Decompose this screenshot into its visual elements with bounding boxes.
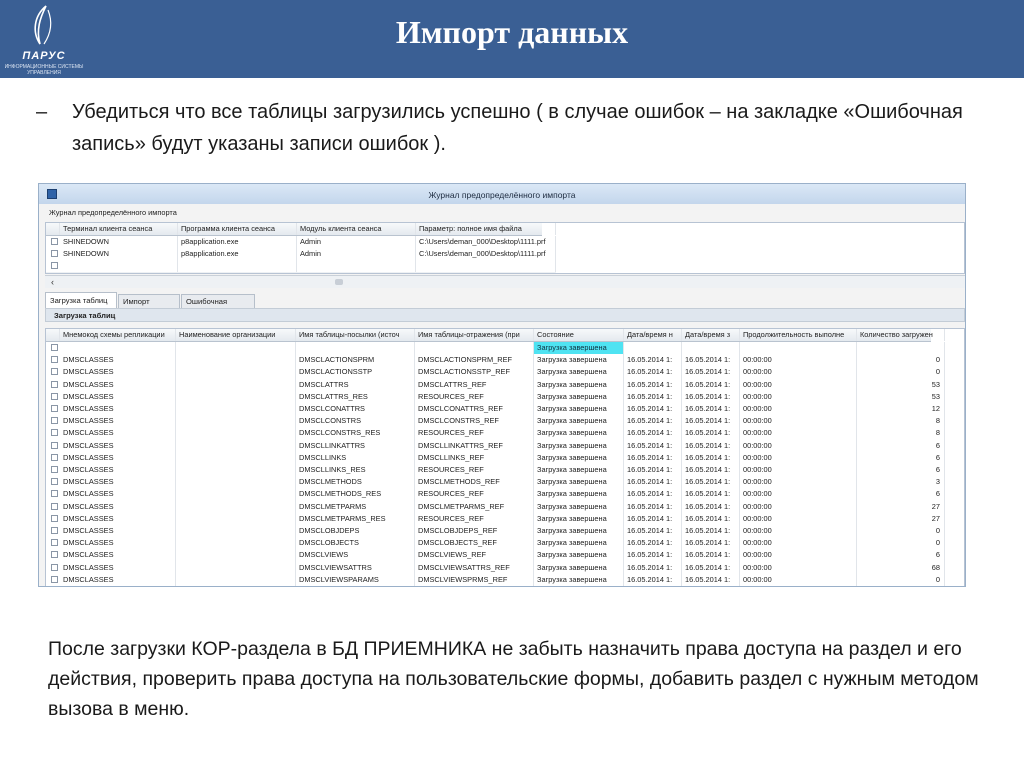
table-row[interactable] [46,488,945,501]
table-cell: 27 [857,501,945,513]
table-cell: DMSCLACTIONSPRM_REF [415,354,534,366]
table-cell [176,464,296,476]
table-cell: DMSCLLINKS_REF [415,452,534,464]
table-cell: 16.05.2014 1: [682,513,740,525]
table-cell: 00:00:00 [740,379,857,391]
table-row[interactable] [46,562,945,575]
table-cell [176,342,296,354]
table-cell [176,574,296,586]
horizontal-scrollbar[interactable] [45,275,965,288]
table-cell: 00:00:00 [740,562,857,574]
table-cell: 16.05.2014 1: [624,476,682,488]
table-cell: C:\Users\deman_000\Desktop\1111.prf [416,260,556,272]
table-cell: 16.05.2014 1: [682,501,740,513]
row-checkbox[interactable] [51,344,58,351]
table-cell: 6 [857,440,945,452]
note-text: После загрузки КОР-раздела в БД ПРИЕМНИКА не забыть назначить права доступа на раздел и его действия, проверить права доступа на пользовательские формы, добавить раздел с нужным методом вызова в меню. [48,638,979,720]
table-cell: DMSCLVIEWS [296,549,415,561]
table-cell: DMSCLVIEWSATTRS_REF [415,562,534,574]
table-cell: DMSCLATTRS [296,379,415,391]
table-cell: Загрузка завершена [534,476,624,488]
table-cell: p8application.exe [178,236,297,248]
row-checkbox[interactable] [51,238,58,245]
table-cell [176,440,296,452]
table-cell: 00:00:00 [740,452,857,464]
table-cell: DMSCLCONSTRS [296,415,415,427]
table-cell: 0 [857,537,945,549]
page-title: Импорт данных [395,14,629,50]
table-cell: 16.05.2014 1: [682,403,740,415]
column-header[interactable]: Состояние [534,329,624,341]
table-cell [176,427,296,439]
row-checkbox[interactable] [51,417,58,424]
row-checkbox[interactable] [51,454,58,461]
row-checkbox[interactable] [51,564,58,571]
table-cell: DMSCLASSES [60,464,176,476]
table-row[interactable] [46,476,945,489]
table-cell: 16.05.2014 1: [624,562,682,574]
table-cell [176,513,296,525]
table-cell: DMSCLCONATTRS_REF [415,403,534,415]
table-cell: DMSCLCONSTRS_RES [296,427,415,439]
table-cell: C:\Users\deman_000\Desktop\1111.prf [416,236,556,248]
row-checkbox[interactable] [51,576,58,583]
table-cell: 16.05.2014 1: [682,354,740,366]
column-header[interactable]: Дата/время н [624,329,682,341]
table-cell: Загрузка завершена [534,415,624,427]
table-cell [176,537,296,549]
table-cell: DMSCLVIEWSPARAMS [296,574,415,586]
row-checkbox[interactable] [51,356,58,363]
table-cell: 16.05.2014 1: [624,379,682,391]
table-cell: 53 [857,379,945,391]
table-cell: SHINEDOWN [60,260,178,272]
row-checkbox[interactable] [51,515,58,522]
table-cell: DMSCLACTIONSMTH [296,342,415,354]
column-header[interactable]: Программа клиента сеанса [178,223,297,235]
table-cell: SHINEDOWN [60,248,178,260]
pane-label: Журнал предопределённого импорта [49,208,177,217]
table-cell: Admin [297,260,416,272]
table-row[interactable] [46,354,945,367]
table-cell: 00:00:00 [740,549,857,561]
table-cell: DMSCLMETPARMS [296,501,415,513]
table-cell: Загрузка завершена [534,464,624,476]
table-cell: 0 [857,574,945,586]
row-checkbox[interactable] [51,478,58,485]
table-row[interactable] [46,366,945,379]
table-cell: DMSCLATTRS_REF [415,379,534,391]
row-checkbox[interactable] [51,539,58,546]
table-cell: 00:00:00 [740,403,857,415]
column-header[interactable]: Наименование организации [176,329,296,341]
table-cell: DMSCLVIEWS_REF [415,549,534,561]
grid-header-row [46,223,542,236]
table-cell: 6 [857,549,945,561]
table-cell: Загрузка завершена [534,574,624,586]
table-cell: DMSCLACTIONSSTP_REF [415,366,534,378]
table-cell: 8 [857,415,945,427]
table-row[interactable] [46,415,945,428]
table-cell: Admin [297,248,416,260]
table-cell: 00:00:00 [740,488,857,500]
table-cell: 16.05.2014 1: [624,354,682,366]
tab-2[interactable]: Импорт [118,294,180,308]
table-cell: RESOURCES_REF [415,488,534,500]
table-cell: 16.05.2014 1: [624,488,682,500]
table-cell: DMSCLASSES [60,427,176,439]
table-cell: 16.05.2014 1: [682,476,740,488]
table-cell: DMSCLASSES [60,501,176,513]
table-cell: DMSCLASSES [60,574,176,586]
table-cell: 00:00:00 [740,342,857,354]
table-cell: 16.05.2014 1: [682,440,740,452]
table-cell: 16.05.2014 1: [624,366,682,378]
table-cell: Admin [297,236,416,248]
table-cell: DMSCLMETHODS_REF [415,476,534,488]
table-cell: 16.05.2014 1: [624,452,682,464]
table-cell [176,403,296,415]
table-cell: 16.05.2014 1: [624,549,682,561]
table-cell: 16.05.2014 1: [682,452,740,464]
table-cell: DMSCLCONSTRS_REF [415,415,534,427]
table-cell: 00:00:00 [740,415,857,427]
column-header[interactable]: Терминал клиента сеанса [60,223,178,235]
window-title: Журнал предопределённого импорта [428,190,576,200]
table-cell [176,488,296,500]
row-checkbox[interactable] [51,527,58,534]
table-cell: 00:00:00 [740,513,857,525]
table-cell: DMSCLOBJDEPS [296,525,415,537]
table-cell: 6 [857,452,945,464]
tables-grid [45,328,965,587]
row-checkbox[interactable] [51,405,58,412]
table-cell: 00:00:00 [740,427,857,439]
table-cell: 00:00:00 [740,537,857,549]
table-cell: DMSCLASSES [60,354,176,366]
header-checkbox-cell [46,329,60,341]
column-header[interactable]: Количество загружен [857,329,945,341]
table-cell: 16.05.2014 1: [682,427,740,439]
table-cell: DMSCLLINKS [296,452,415,464]
table-cell [176,415,296,427]
table-cell: DMSCLACTIONSMTH_REF [415,342,534,354]
table-cell: DMSCLCONATTRS [296,403,415,415]
table-cell: DMSCLASSES [60,366,176,378]
table-cell: DMSCLASSES [60,415,176,427]
table-cell: DMSCLASSES [60,379,176,391]
table-cell: DMSCLVIEWSATTRS [296,562,415,574]
table-cell: DMSCLVIEWSPRMS_REF [415,574,534,586]
table-cell: Загрузка завершена [534,562,624,574]
tab-3[interactable]: Ошибочная [181,294,255,308]
table-cell: 16.05.2014 1: [682,391,740,403]
table-cell [176,379,296,391]
table-cell: 16.05.2014 1: [624,403,682,415]
table-cell: Загрузка завершена [534,488,624,500]
table-cell: Загрузка завершена [534,342,624,354]
table-cell: 00:00:00 [740,354,857,366]
table-cell: 16.05.2014 1: [682,379,740,391]
table-cell: 0 [857,525,945,537]
table-cell: Загрузка завершена [534,403,624,415]
table-cell [176,366,296,378]
grid-header-row [46,329,931,342]
table-cell: 6 [857,488,945,500]
table-row[interactable] [46,537,945,550]
table-cell: Загрузка завершена [534,379,624,391]
table-cell: Загрузка завершена [534,549,624,561]
table-cell: Загрузка завершена [534,391,624,403]
table-cell: C:\Users\deman_000\Desktop\1111.prf [416,248,556,260]
table-cell: 16.05.2014 1: [624,501,682,513]
table-cell: 68 [857,562,945,574]
table-cell: 53 [857,391,945,403]
scroll-left-icon[interactable]: ‹ [51,277,54,287]
row-checkbox[interactable] [51,503,58,510]
table-cell: Загрузка завершена [534,501,624,513]
table-cell: DMSCLASSES [60,440,176,452]
table-cell: RESOURCES_REF [415,464,534,476]
table-cell [176,549,296,561]
table-cell: 16.05.2014 1: [624,342,682,354]
table-row[interactable] [46,440,945,453]
table-row[interactable] [46,501,945,514]
table-cell: DMSCLLINKATTRS_REF [415,440,534,452]
table-cell: 00:00:00 [740,366,857,378]
table-cell: Загрузка завершена [534,366,624,378]
table-cell: DMSCLMETPARMS_RES [296,513,415,525]
table-cell: 00:00:00 [740,476,857,488]
table-cell: DMSCLLINKATTRS [296,440,415,452]
row-checkbox[interactable] [51,368,58,375]
window-titlebar [39,184,965,204]
table-row[interactable] [46,379,945,392]
table-cell [176,452,296,464]
table-cell: Загрузка завершена [534,513,624,525]
table-cell [176,354,296,366]
table-cell: DMSCLMETHODS [296,476,415,488]
table-cell: 16.05.2014 1: [682,488,740,500]
table-cell: 0 [857,366,945,378]
table-cell: DMSCLOBJDEPS_REF [415,525,534,537]
table-cell: 16.05.2014 1: [682,464,740,476]
table-cell [176,562,296,574]
table-cell: 16.05.2014 1: [682,549,740,561]
table-cell: 16.05.2014 1: [682,537,740,549]
table-cell: DMSCLASSES [60,488,176,500]
table-cell: DMSCLACTIONSPRM [296,354,415,366]
table-cell: 00:00:00 [740,391,857,403]
table-cell: 16.05.2014 1: [682,562,740,574]
table-cell: 8 [857,427,945,439]
row-checkbox[interactable] [51,490,58,497]
table-cell: 16.05.2014 1: [682,525,740,537]
table-cell: 16.05.2014 1: [682,415,740,427]
column-header[interactable]: Дата/время з [682,329,740,341]
column-header[interactable]: Имя таблицы-посылки (источ [296,329,415,341]
table-cell [176,501,296,513]
table-cell: DMSCLOBJECTS_REF [415,537,534,549]
row-checkbox[interactable] [51,442,58,449]
table-cell: DMSCLASSES [60,537,176,549]
row-checkbox[interactable] [51,429,58,436]
table-cell: 16.05.2014 1: [624,574,682,586]
row-checkbox[interactable] [51,262,58,269]
table-cell: 16.05.2014 1: [624,513,682,525]
column-header[interactable]: Мнемокод схемы репликации [60,329,176,341]
logo-subtitle: ИНФОРМАЦИОННЫЕ СИСТЕМЫ УПРАВЛЕНИЯ [4,64,84,76]
table-cell: 00:00:00 [740,574,857,586]
table-cell: 00:00:00 [740,525,857,537]
table-cell: DMSCLASSES [60,452,176,464]
table-cell: DMSCLOBJECTS [296,537,415,549]
table-cell: 16.05.2014 1: [624,525,682,537]
table-cell: 3 [857,476,945,488]
table-cell: p8application.exe [178,260,297,272]
column-header[interactable]: Имя таблицы-отражения (при [415,329,534,341]
table-cell: DMSCLASSES [60,391,176,403]
table-row[interactable] [46,574,945,587]
row-checkbox[interactable] [51,393,58,400]
table-cell [176,476,296,488]
table-cell: 0 [857,342,945,354]
table-cell: 16.05.2014 1: [682,342,740,354]
table-cell: Загрузка завершена [534,440,624,452]
table-row[interactable] [46,260,556,273]
table-cell: 16.05.2014 1: [624,464,682,476]
table-cell: 27 [857,513,945,525]
bullet-marker: – [36,101,48,123]
table-cell: 16.05.2014 1: [624,440,682,452]
table-cell: 0 [857,354,945,366]
table-cell: 16.05.2014 1: [624,427,682,439]
table-cell: Загрузка завершена [534,452,624,464]
table-cell: DMSCLMETHODS_RES [296,488,415,500]
table-cell: RESOURCES_REF [415,513,534,525]
table-cell: SHINEDOWN [60,236,178,248]
table-cell: Загрузка завершена [534,354,624,366]
import-journal-window [38,183,966,587]
table-cell: 00:00:00 [740,501,857,513]
logo-name: ПАРУС [22,50,66,62]
row-checkbox[interactable] [51,250,58,257]
table-cell: DMSCLMETPARMS_REF [415,501,534,513]
table-row[interactable] [46,391,945,404]
table-cell: 6 [857,464,945,476]
table-row[interactable] [46,513,945,526]
row-checkbox[interactable] [51,381,58,388]
header-bar [0,0,1024,78]
section-title: Загрузка таблиц [45,308,965,322]
table-cell: DMSCLASSES [60,342,176,354]
header-checkbox-cell [46,223,60,235]
column-header[interactable]: Модуль клиента сеанса [297,223,416,235]
table-cell: DMSCLASSES [60,562,176,574]
tab-1[interactable]: Загрузка таблиц [45,292,117,308]
scroll-thumb[interactable] [335,279,343,285]
table-cell: DMSCLLINKS_RES [296,464,415,476]
column-header[interactable]: Продолжительность выполне [740,329,857,341]
table-cell: 16.05.2014 1: [682,366,740,378]
row-checkbox[interactable] [51,466,58,473]
table-cell: 00:00:00 [740,440,857,452]
table-cell: RESOURCES_REF [415,391,534,403]
table-cell: DMSCLASSES [60,525,176,537]
table-cell: DMSCLASSES [60,549,176,561]
table-cell: Загрузка завершена [534,537,624,549]
table-cell: Загрузка завершена [534,427,624,439]
session-grid [45,222,965,274]
table-cell [176,391,296,403]
table-cell: 16.05.2014 1: [624,537,682,549]
table-cell: RESOURCES_REF [415,427,534,439]
table-cell: Загрузка завершена [534,525,624,537]
table-cell: 16.05.2014 1: [624,391,682,403]
table-cell: DMSCLASSES [60,403,176,415]
table-cell: 16.05.2014 1: [624,415,682,427]
table-row[interactable] [46,452,945,465]
table-cell: DMSCLASSES [60,476,176,488]
table-cell: p8application.exe [178,248,297,260]
table-cell: DMSCLASSES [60,513,176,525]
table-cell: 16.05.2014 1: [682,574,740,586]
table-cell: 12 [857,403,945,415]
table-cell: 00:00:00 [740,464,857,476]
row-checkbox[interactable] [51,551,58,558]
table-cell [176,525,296,537]
table-cell: DMSCLACTIONSSTP [296,366,415,378]
table-row[interactable] [46,549,945,562]
column-header[interactable]: Параметр: полное имя файла [416,223,556,235]
bullet-text: Убедиться что все таблицы загрузились успешно ( в случае ошибок – на закладке «Ошибочная запись» будут указаны записи ошибок ). [72,101,963,155]
table-cell: DMSCLATTRS_RES [296,391,415,403]
table-row[interactable] [46,427,945,440]
